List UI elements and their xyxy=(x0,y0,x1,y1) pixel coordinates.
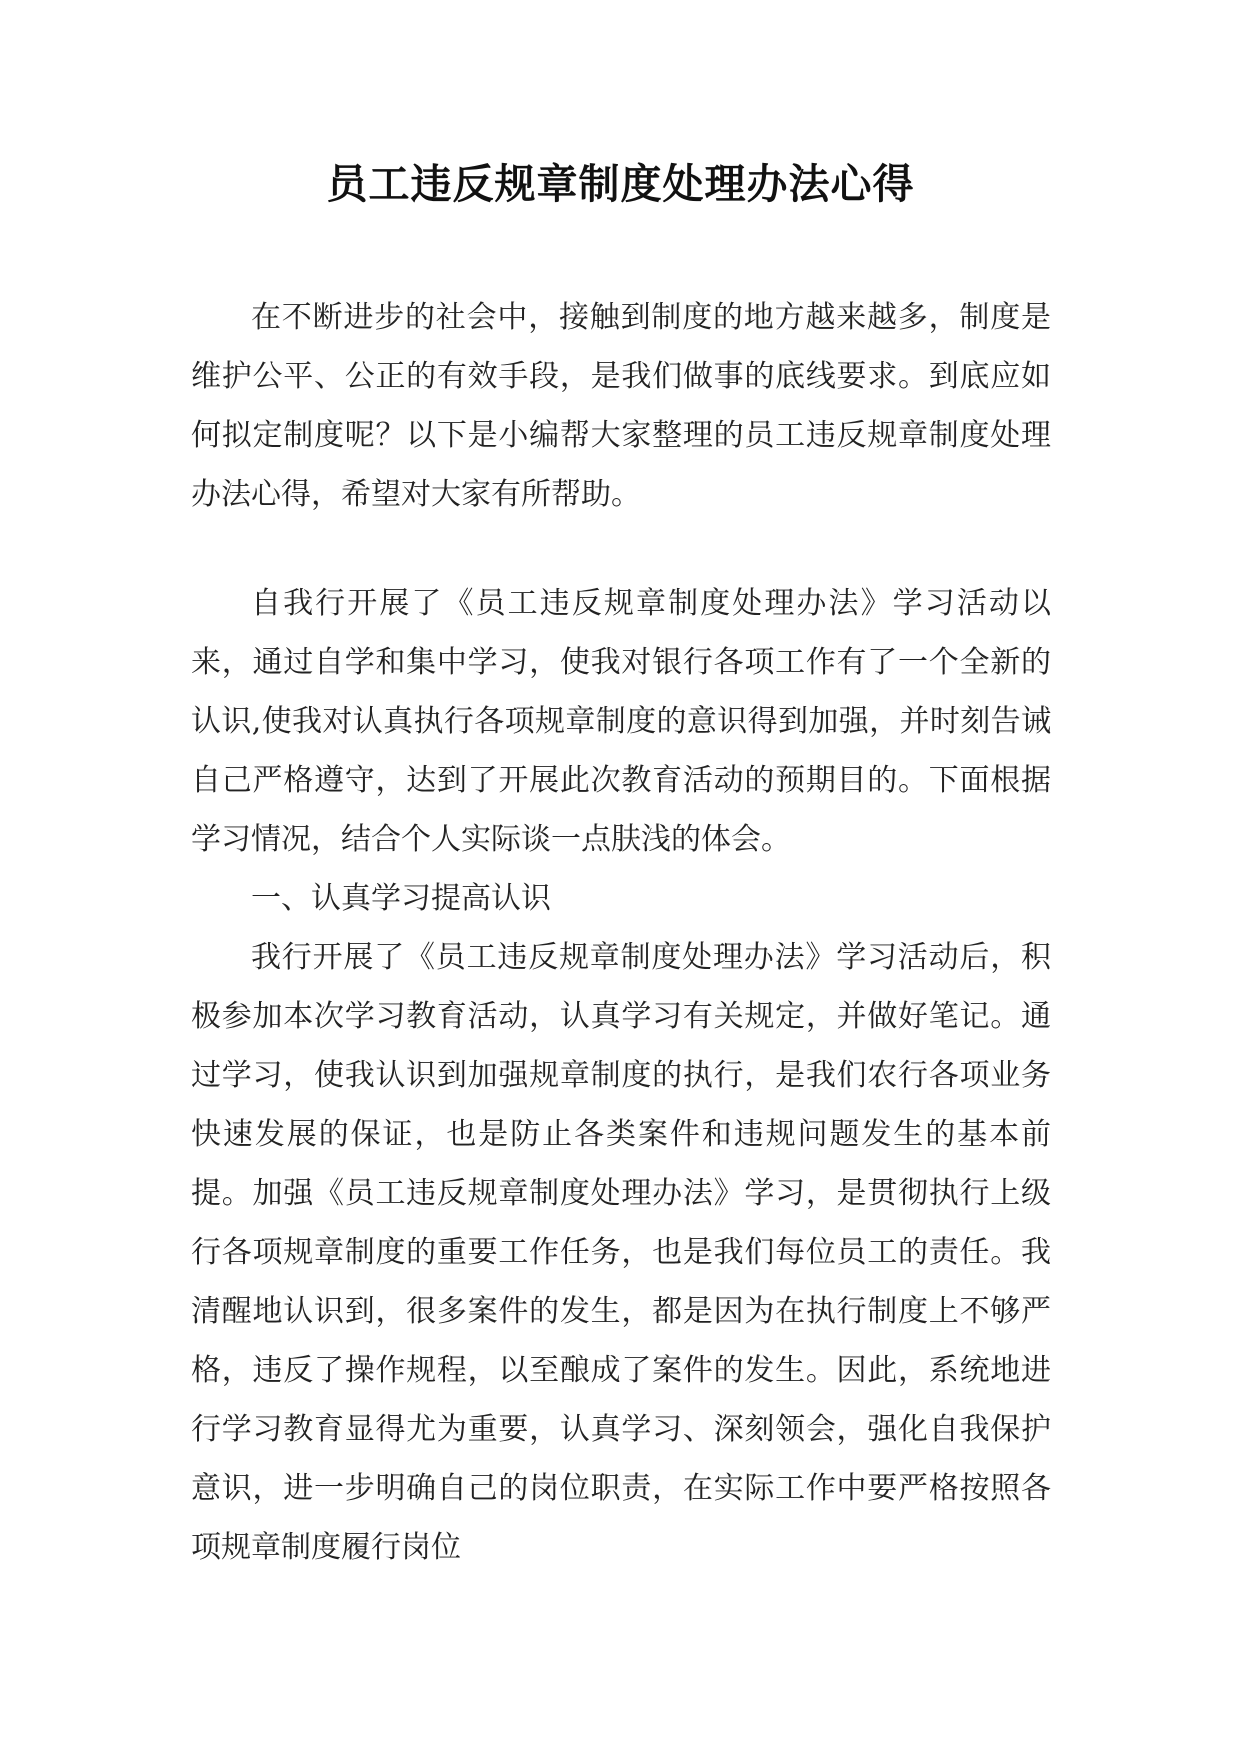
section-heading-1: 一、认真学习提高认识 xyxy=(251,881,551,916)
intro-section xyxy=(191,288,1051,524)
main-section xyxy=(191,574,1051,1577)
document-title: 员工违反规章制度处理办法心得 xyxy=(326,160,915,208)
intro-paragraph: 在不断进步的社会中，接触到制度的地方越来越多，制度是维护公平、公正的有效手段，是我们做事的底线要求。到底应如何拟定制度呢？以下是小编帮大家整理的员工违反规章制度处理办法心得，希望对大家有所帮助。 xyxy=(191,300,1051,512)
body-paragraph-2: 我行开展了《员工违反规章制度处理办法》学习活动后，积极参加本次学习教育活动，认真学习有关规定，并做好笔记。通过学习，使我认识到加强规章制度的执行，是我们农行各项业务快速发展的保证，也是防止各类案件和违规问题发生的基本前提。加强《员工违反规章制度处理办法》学习，是贯彻执行上级行各项规章制度的重要工作任务，也是我们每位员工的责任。我清醒地认识到，很多案件的发生，都是因为在执行制度上不够严格，违反了操作规程，以至酿成了案件的发生。因此，系统地进行学习教育显得尤为重要，认真学习、深刻领会，强化自我保护意识，进一步明确自己的岗位职责，在实际工作中要严格按照各项规章制度履行岗位 xyxy=(191,940,1051,1565)
body-paragraph-1: 自我行开展了《员工违反规章制度处理办法》学习活动以来，通过自学和集中学习，使我对银行各项工作有了一个全新的认识,使我对认真执行各项规章制度的意识得到加强，并时刻告诫自己严格遵守，达到了开展此次教育活动的预期目的。下面根据学习情况，结合个人实际谈一点肤浅的体会。 xyxy=(191,586,1051,857)
